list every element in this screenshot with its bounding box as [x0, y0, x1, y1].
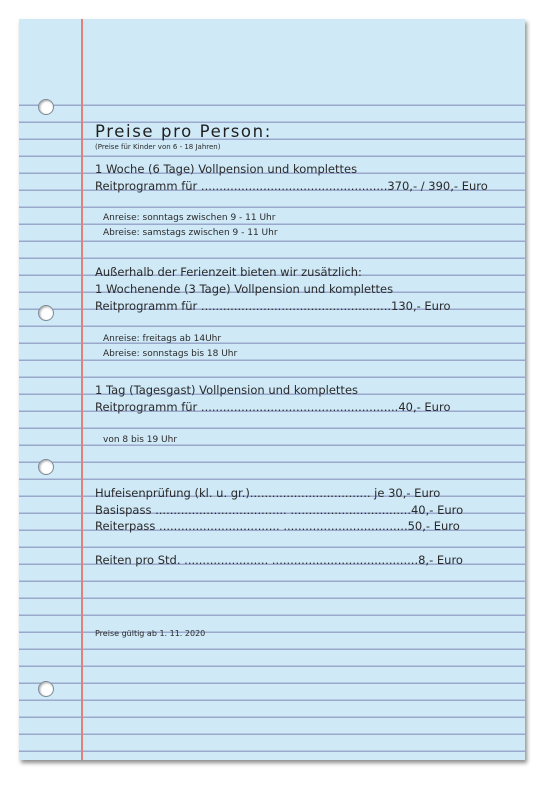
day-hours: von 8 bis 19 Uhr [103, 435, 178, 445]
margin-line [81, 19, 83, 760]
weekend-arrival: Anreise: freitags ab 14Uhr [103, 334, 222, 344]
price-reiten-pro-stunde: Reiten pro Std. ....................... ........................................8,- Euro [95, 553, 463, 567]
punch-hole-icon [38, 99, 54, 115]
price-hufeisenpruefung: Hufeisenprüfung (kl. u. gr.)................................. je 30,- Euro [95, 486, 441, 500]
weekend-offer-line1: 1 Wochenende (3 Tage) Vollpension und komplettes [95, 282, 394, 296]
day-offer-line1: 1 Tag (Tagesgast) Vollpension und komplettes [95, 383, 359, 397]
page-title: Preise pro Person: [95, 122, 272, 141]
week-offer-line1: 1 Woche (6 Tage) Vollpension und komplettes [95, 162, 358, 176]
week-offer-price: Reitprogramm für ...................................................370,- / 390,- Euro [95, 179, 488, 193]
punch-hole-icon [38, 305, 54, 321]
weekend-intro: Außerhalb der Ferienzeit bieten wir zusätzlich: [95, 265, 362, 279]
page-top-band [19, 19, 525, 89]
validity-note: Preise gültig ab 1. 11. 2020 [95, 629, 206, 638]
week-departure: Abreise: samstags zwischen 9 - 11 Uhr [103, 228, 278, 238]
weekend-departure: Abreise: sonnstags bis 18 Uhr [103, 349, 238, 359]
price-reiterpass: Reiterpass ................................. ..................................50,- Euro [95, 519, 460, 533]
day-offer-price: Reitprogramm für ......................................................40,- Euro [95, 400, 451, 414]
page-subtitle: (Preise für Kinder von 6 - 18 Jahren) [95, 143, 221, 151]
punch-hole-icon [38, 681, 54, 697]
punch-hole-icon [38, 459, 54, 475]
week-arrival: Anreise: sonntags zwischen 9 - 11 Uhr [103, 213, 276, 223]
price-basispass: Basispass .................................... .................................40,- Euro [95, 503, 464, 517]
weekend-offer-price: Reitprogramm für ....................................................130,- Euro [95, 299, 451, 313]
